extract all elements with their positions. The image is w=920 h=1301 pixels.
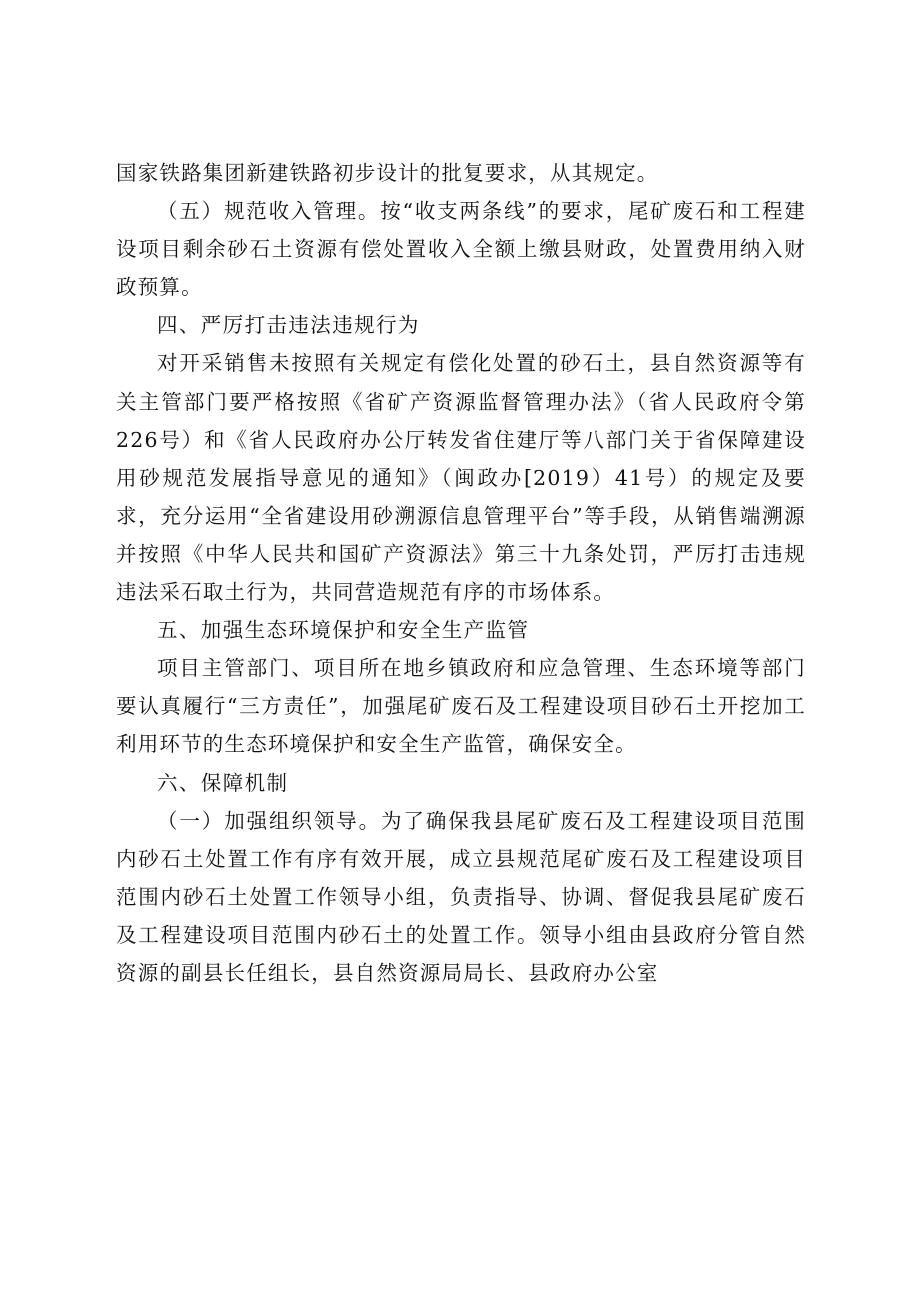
paragraph-crackdown: 对开采销售未按照有关规定有偿化处置的砂石土，县自然资源等有关主管部门要严格按照《省矿产资源监督管理办法》（省人民政府令第226号）和《省人民政府办公厅转发省住建厅等八部门关于省保障建设用砂规范发展指导意见的通知》（闽政办[2019）41号）的规定及要求，充分运用“全省建设用砂溯源信息管理平台”等手段，从销售端溯源并按照《中华人民共和国矿产资源法》第三十九条处罚，严厉打击违规违法采石取土行为，共同营造规范有序的市场体系。 bbox=[116, 351, 806, 605]
paragraph-environment-safety: 项目主管部门、项目所在地乡镇政府和应急管理、生态环境等部门要认真履行“三方责任”，加强尾矿废石及工程建设项目砂石土开挖加工利用环节的生态环境保护和安全生产监管，确保安全。 bbox=[116, 656, 806, 757]
paragraph-organization-leadership: （一）加强组织领导。为了确保我县尾矿废石及工程建设项目范围内砂石土处置工作有序有效开展，成立县规范尾矿废石及工程建设项目范围内砂石土处置工作领导小组，负责指导、协调、督促我县尾矿废石及工程建设项目范围内砂石土的处置工作。领导小组由县政府分管自然资源的副县长任组长，县自然资源局局长、县政府办公室 bbox=[116, 808, 806, 985]
section-heading-5: 五、加强生态环境保护和安全生产监管 bbox=[157, 618, 530, 643]
paragraph-continuation: 国家铁路集团新建铁路初步设计的批复要求，从其规定。 bbox=[116, 161, 659, 185]
section-heading-4: 四、严厉打击违法违规行为 bbox=[157, 313, 420, 338]
paragraph-income-management: （五）规范收入管理。按“收支两条线”的要求，尾矿废石和工程建设项目剩余砂石土资源有偿处置收入全额上缴县财政，处置费用纳入财政预算。 bbox=[116, 199, 806, 300]
section-heading-6: 六、保障机制 bbox=[157, 770, 289, 795]
document-body bbox=[116, 154, 806, 992]
